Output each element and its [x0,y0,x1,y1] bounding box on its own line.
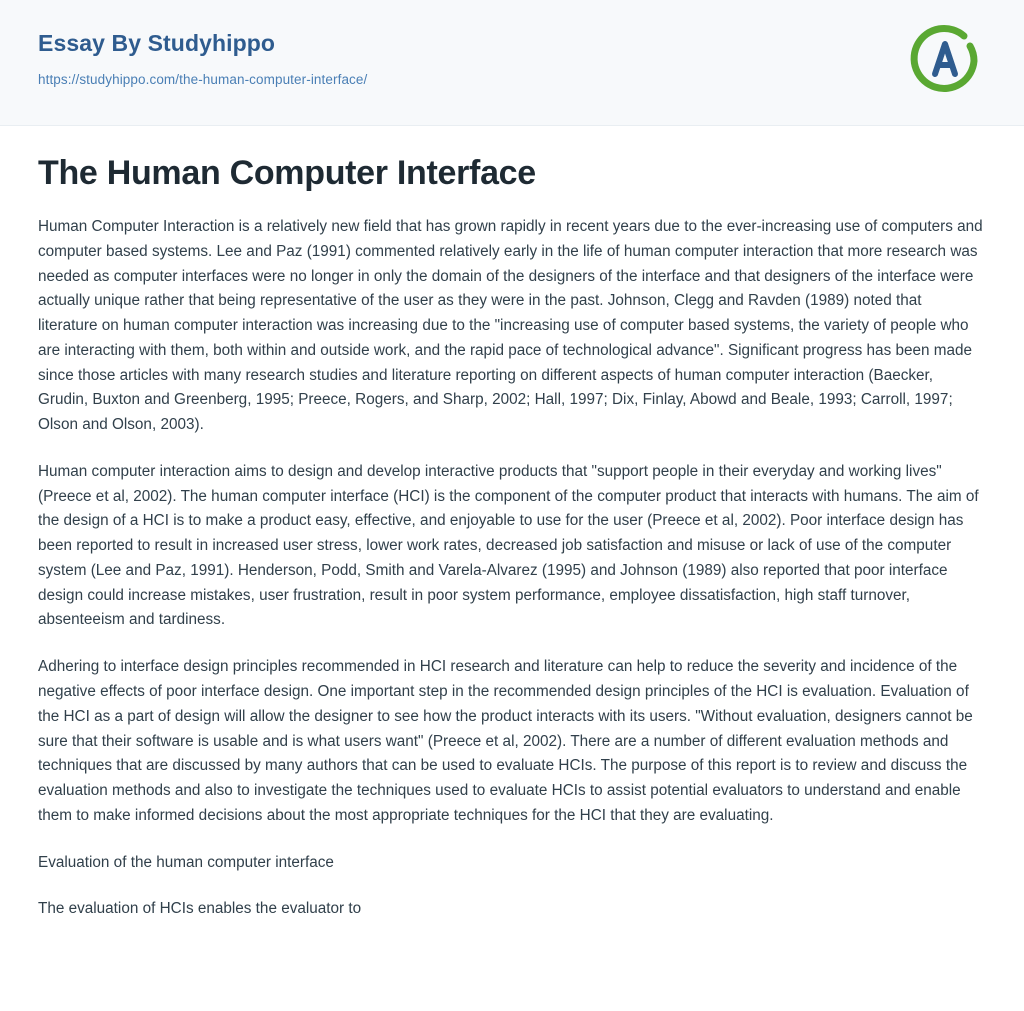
paragraph: The evaluation of HCIs enables the evaluator to [38,900,362,918]
site-header [0,0,1024,126]
studyhippo-a-logo-icon [908,24,982,98]
source-url[interactable]: https://studyhippo.com/the-human-computer-interface/ [38,71,368,87]
article-body [0,126,1024,922]
paragraph: Human Computer Interaction is a relatively new field that has grown rapidly in recent years due to the ever-increasing use of computers and computer based systems. Lee and Paz (1991) commented relatively early in the life of human computer interaction that more research was needed as computer interfaces were no longer in only the domain of the designers of the interface and that designers of the interface were actually unique rather that being representative of the user as they were in the past. Johnson, Clegg and Ravden (1989) noted that literature on human computer interaction was increasing due to the "increasing use of computer based systems, the variety of people who are interacting with them, both within and outside work, and the rapid pace of technological advance". Significant progress has been made since those articles with many research studies and literature reporting on different aspects of human computer interaction (Baecker, Grudin, Buxton and Greenberg, 1995; Preece, Rogers, and Sharp, 2002; Hall, 1997; Dix, Finlay, Abowd and Beale, 1993; Carroll, 1997; Olson and Olson, 2003). [38,218,983,434]
page-title: The Human Computer Interface [38,154,536,192]
paragraph: Human computer interaction aims to design and develop interactive products that "support people in their everyday and working lives" (Preece et al, 2002). The human computer interface (HCI) is the component of the computer product that interacts with humans. The aim of the design of a HCI is to make a product easy, effective, and enjoyable to use for the user (Preece et al, 2002). Poor interface design has been reported to result in increased user stress, lower work rates, decreased job satisfaction and misuse or lack of use of the computer system (Lee and Paz, 1991). Henderson, Podd, Smith and Varela-Alvarez (1995) and Johnson (1989) also reported that poor interface design could increase mistakes, user frustration, result in poor system performance, employee dissatisfaction, high staff turnover, absenteeism and tardiness. [38,462,979,629]
paragraph: Adhering to interface design principles recommended in HCI research and literature can help to reduce the severity and incidence of the negative effects of poor interface design. One important step in the recommended design principles of the HCI is evaluation. Evaluation of the HCI as a part of design will allow the designer to see how the product interacts with its users. "Without evaluation, designers cannot be sure that their software is usable and is what users want" (Preece et al, 2002). There are a number of different evaluation methods and techniques that are discussed by many authors that can be used to evaluate HCIs. The purpose of this report is to review and discuss the evaluation methods and also to investigate the techniques used to evaluate HCIs to assist potential evaluators to understand and enable them to make informed decisions about the most appropriate techniques for the HCI that they are evaluating. [38,658,973,824]
site-brand-title: Essay By Studyhippo [38,30,276,56]
paragraph: Evaluation of the human computer interface [38,853,334,871]
